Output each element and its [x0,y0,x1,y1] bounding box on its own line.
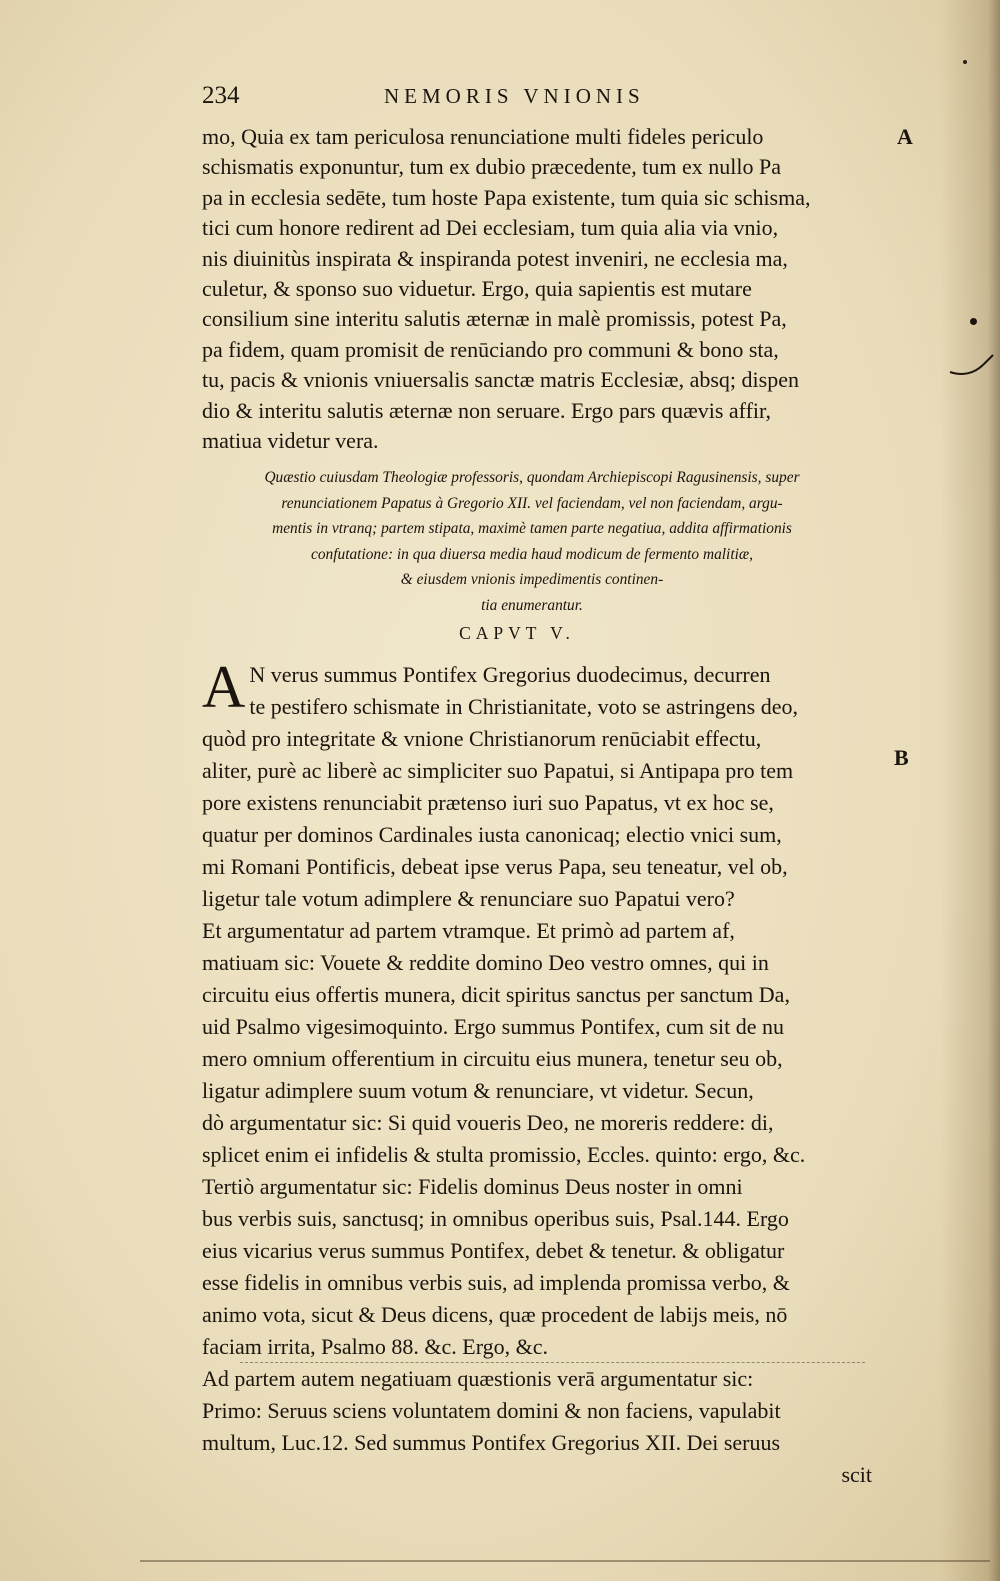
catchword: scit [841,1462,872,1487]
rubric-line: confutatione: in qua diuersa media haud modicum de fermento malitiæ, [311,545,753,563]
text-line: eius vicarius verus summus Pontifex, debet & tenetur. & obligatur [202,1238,785,1263]
margin-pen-stroke [948,350,994,380]
text-line: dò argumentatur sic: Si quid voueris Deo, ne moreris reddere: di, [202,1110,774,1135]
chapter-body [202,654,892,1491]
text-line: pa fidem, quam promisit de renūciando pro communi & bono sta, [202,336,779,362]
text-line: Primo: Seruus sciens voluntatem domini & non faciens, vapulabit [202,1398,781,1423]
drop-cap: A [202,654,246,720]
text-line: tu, pacis & vnionis vniuersalis sanctæ matris Ecclesiæ, absq; dispen [202,367,799,393]
text-line: matiua videtur vera. [202,427,379,453]
ink-speck [963,60,967,64]
text-line: mi Romani Pontificis, debeat ipse verus Papa, seu teneatur, vel ob, [202,854,788,879]
page-edge-shadow [940,0,1000,1581]
chapter-heading: CAPVT V. [459,623,575,643]
text-line: mo, Quia ex tam periculosa renunciatione multi fideles periculo [202,124,764,149]
text-line: multum, Luc.12. Sed summus Pontifex Gregorius XII. Dei seruus [202,1430,781,1455]
text-line: culetur, & sponso suo viduetur. Ergo, quia sapientis est mutare [202,275,752,301]
rubric-line: renunciationem Papatus à Gregorio XII. vel faciendam, vel non faciendam, argu- [281,494,783,512]
text-line: Tertiò argumentatur sic: Fidelis dominus Deus noster in omni [202,1174,743,1199]
text-line: nis diuinitùs inspirata & inspiranda potest inveniri, ne ecclesia ma, [202,245,788,271]
text-line: pa in ecclesia sedēte, tum hoste Papa existente, tum quia sic schisma, [202,184,811,210]
page-header [202,82,722,112]
rubric-line: mentis in vtranq; partem stipata, maximè tamen parte negatiua, addita affirmationis [272,520,792,537]
text-line: tici cum honore redirent ad Dei ecclesiam, tum quia alia via vnio, [202,215,779,241]
text-line: circuitu eius offertis munera, dicit spiritus sanctus per sanctum Da, [202,982,790,1007]
text-line: bus verbis suis, sanctusq; in omnibus operibus suis, Psal.144. Ergo [202,1206,789,1231]
text-line: uid Psalmo vigesimoquinto. Ergo summus Pontifex, cum sit de nu [202,1014,784,1039]
text-line: animo vota, sicut & Deus dicens, quæ procedent de labijs meis, nō [202,1302,788,1327]
text-line: aliter, purè ac liberè ac simpliciter suo Papatui, si Antipapa pro tem [202,758,794,783]
page-number: 234 [202,82,240,109]
rubric-line: tia enumerantur. [481,596,583,614]
text-line: Ad partem autem negatiuam quæstionis verā argumentatur sic: [202,1366,754,1391]
text-line: dio & interitu salutis æternæ non seruare. Ergo pars quævis affir, [202,397,771,423]
text-line: quatur per dominos Cardinales iusta canonicaq; electio vnici sum, [202,822,782,847]
rubric-line: Quæstio cuiusdam Theologiæ professoris, quondam Archiepiscopi Ragusinensis, super [264,469,800,486]
rubric-line: & eiusdem vnionis impedimentis continen- [400,571,664,588]
text-line: mero omnium offerentium in circuitu eius munera, tenetur seu ob, [202,1046,783,1071]
margin-letter-a: A [897,124,913,149]
running-title: NEMORIS VNIONIS [384,84,645,108]
text-line: ligetur tale votum adimplere & renunciare suo Papatui vero? [202,886,735,911]
margin-bullet [970,318,977,325]
text-line: pore existens renunciabit prætenso iuri suo Papatus, vt ex hoc se, [202,790,774,815]
text-line: esse fidelis in omnibus verbis suis, ad implenda promissa verbo, & [202,1270,790,1295]
margin-letter-b: B [894,745,909,770]
text-line: faciam irrita, Psalmo 88. &c. Ergo, &c. [202,1334,549,1359]
text-line: consilium sine interitu salutis æternæ in malè promissis, potest Pa, [202,306,787,332]
text-line: N verus summus Pontifex Gregorius duodecimus, decurren [249,662,771,687]
page-bottom-rule [140,1560,990,1562]
text-line: quòd pro integritate & vnione Christianorum renūciabit effectu, [202,726,762,751]
text-line: schismatis exponuntur, tum ex dubio præcedente, tum ex nullo Pa [202,154,781,180]
text-line: matiuam sic: Vouete & reddite domino Deo vestro omnes, qui in [202,950,769,975]
opening-paragraph [202,122,892,456]
text-line: ligatur adimplere suum votum & renunciare, vt videtur. Secun, [202,1078,754,1103]
text-line: te pestifero schismate in Christianitate, voto se astringens deo, [249,694,798,719]
line-rule [240,1362,865,1363]
text-line: splicet enim ei infidelis & stulta promissio, Eccles. quinto: ergo, &c. [202,1142,806,1167]
text-line: Et argumentatur ad partem vtramque. Et primò ad partem af, [202,918,735,943]
chapter-summary-rubric [202,465,862,618]
